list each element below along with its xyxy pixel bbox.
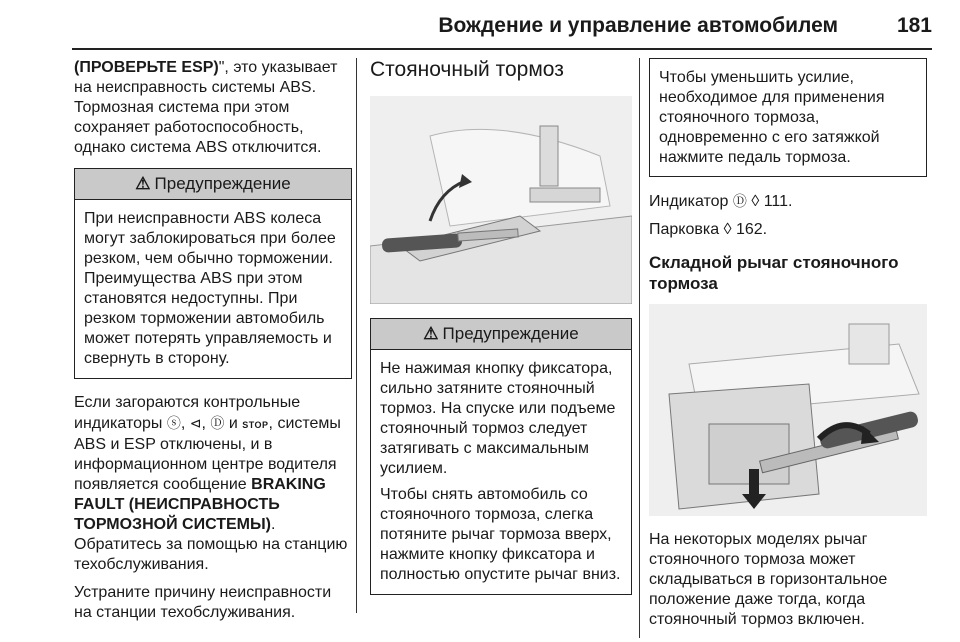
paragraph-service: Устраните причину неисправности на станции техобслуживания. [74,584,332,621]
note-text: Чтобы уменьшить усилие, необходимое для применения стояночного тормоза, одновременно с его затяжкой нажмите педаль тормоза. [659,69,885,166]
parking-brake-image [370,96,632,304]
warning-header [75,169,351,200]
reference-parking: Парковка ◊ 162. [649,221,768,238]
reference-arrow-icon: ◊ [723,221,732,238]
warning-header [371,319,631,350]
warning-triangle-icon: ⚠ [423,324,439,343]
abs-indicator-icon: ⓢ [166,415,181,431]
brake-indicator-icon: Ⓓ [732,193,747,209]
warning-title: Предупреждение [442,324,579,343]
folding-lever-image [649,304,927,516]
parking-brake-illustration [370,96,632,304]
warning-box [74,168,352,379]
header-title: Вождение и управление автомобилем [438,14,838,37]
brake-indicator-icon: Ⓓ [210,415,225,431]
page-number: 181 [896,14,932,37]
column-separator [356,58,357,613]
subsection-heading: Складной рычаг стояночного тормоза [649,253,899,293]
warning-text: При неисправности ABS колеса могут заблокироваться при более резком, чем обычно торможении. Преимущества ABS при этом становятся недоступны. При резком торможении автомобиль может потерять управляемость и свернуть в сторону. [84,210,336,367]
folding-lever-illustration [649,304,927,516]
esp-indicator-icon: ⊲ [189,415,202,431]
column-3 [649,58,927,638]
warning-body [371,350,631,594]
warning-text: Чтобы снять автомобиль со стояночного тормоза, слегка потяните рычаг тормоза вверх, нажмите кнопку фиксатора и полностью опустите рычаг вниз. [380,486,621,583]
column-2 [370,58,632,609]
header-rule [72,48,932,50]
warning-triangle-icon: ⚠ [135,174,151,193]
paragraph-abs: (ПРОВЕРЬТЕ ESP)", это указывает на неисправность системы ABS. Тормозная система при этом сохраняет работоспособность, однако система ABS отключится. [74,59,338,156]
warning-body [75,200,351,378]
note-box [649,58,927,177]
column-separator [639,58,640,638]
stop-indicator-icon: STOP [242,420,269,430]
warning-text: Не нажимая кнопку фиксатора, сильно затяните стояночный тормоз. На спуске или подъеме стояночный тормоз следует затягивать с максимальным усилием. [380,360,616,477]
warning-box [370,318,632,595]
column-1 [74,58,352,631]
section-heading: Стояночный тормоз [370,58,564,81]
reference-arrow-icon: ◊ [751,193,760,210]
warning-title: Предупреждение [154,174,291,193]
reference-indicator: Индикатор Ⓓ ◊ 111. [649,193,793,210]
page-header [0,0,960,48]
paragraph-indicators: Если загораются контрольные индикаторы ⓢ, ⊲, Ⓓ и STOP, системы ABS и ESP отключены, и в информационном центре водителя появляется сообщение BRAKING FAULT (НЕИСПРАВНОСТЬ ТОРМОЗНОЙ СИСТЕМЫ). Обратитесь за помощью на станцию техобслуживания. [74,394,348,573]
paragraph-folding: На некоторых моделях рычаг стояночного тормоза может складываться в горизонтальное положение даже тогда, когда стояночный тормоз включен. [649,531,888,628]
